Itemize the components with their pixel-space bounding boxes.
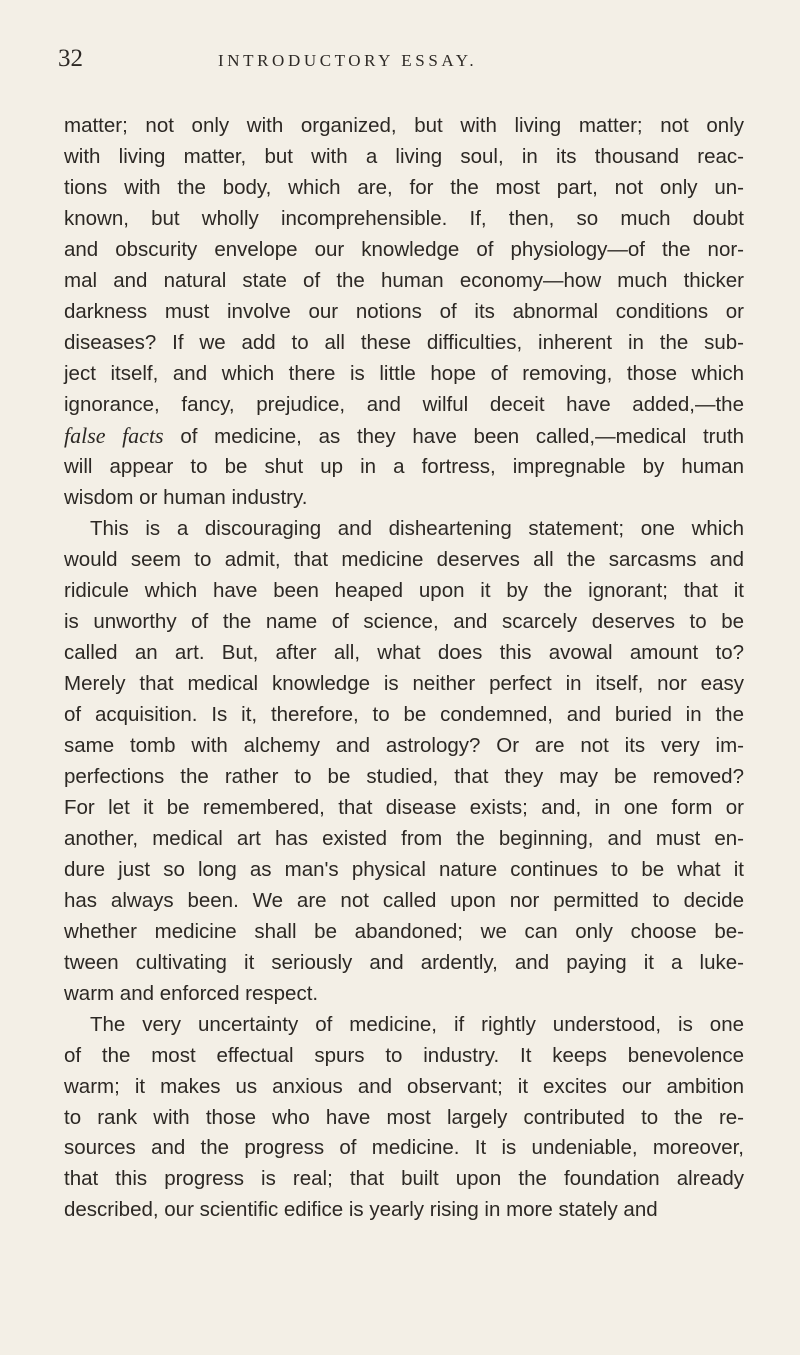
text-line: that this progress is real; that built upon the foundation already xyxy=(64,1167,744,1191)
text-line: of the most effectual spurs to industry. It keeps benevolence xyxy=(64,1043,744,1067)
text-line: has always been. We are not called upon nor permitted to decide xyxy=(64,888,744,912)
running-head: INTRODUCTORY ESSAY. xyxy=(218,51,478,70)
text-line xyxy=(64,421,744,453)
text-line: warm; it makes us anxious and observant; it excites our ambition xyxy=(64,1074,744,1098)
text-line: dure just so long as man's physical nature continues to be what it xyxy=(64,857,744,881)
paragraph xyxy=(64,1010,744,1227)
text-line: darkness must involve our notions of its abnormal conditions or xyxy=(64,299,744,323)
text-line: whether medicine shall be abandoned; we can only choose be- xyxy=(64,919,744,943)
text-line: wisdom or human industry. xyxy=(64,486,308,510)
text-line: is unworthy of the name of science, and scarcely deserves to be xyxy=(64,610,744,634)
body-text xyxy=(64,111,744,1226)
text-line: described, our scientific edifice is yearly rising in more stately and xyxy=(64,1198,658,1222)
text-line: will appear to be shut up in a fortress, impregnable by human xyxy=(64,455,744,479)
text-line: called an art. But, after all, what does this avowal amount to? xyxy=(64,641,744,665)
text-line: Merely that medical knowledge is neither perfect in itself, nor easy xyxy=(64,672,744,696)
paragraph xyxy=(64,111,744,514)
italic-phrase: false facts xyxy=(64,422,164,448)
text-line: diseases? If we add to all these difficulties, inherent in the sub- xyxy=(64,330,744,354)
text-line: For let it be remembered, that disease exists; and, in one form or xyxy=(64,795,744,819)
text-line: to rank with those who have most largely contributed to the re- xyxy=(64,1105,744,1129)
text-line: warm and enforced respect. xyxy=(64,981,319,1005)
text-line: known, but wholly incomprehensible. If, then, so much doubt xyxy=(64,206,744,230)
text-line: ridicule which have been heaped upon it by the ignorant; that it xyxy=(64,579,744,603)
text-line: same tomb with alchemy and astrology? Or are not its very im- xyxy=(64,734,744,758)
text-line: mal and natural state of the human economy—how much thicker xyxy=(64,268,744,292)
text-line: would seem to admit, that medicine deserves all the sarcasms and xyxy=(64,548,744,572)
text-line: tions with the body, which are, for the most part, not only un- xyxy=(64,175,744,199)
page-header xyxy=(58,44,758,80)
paragraph xyxy=(64,514,744,1009)
text-line: another, medical art has existed from the beginning, and must en- xyxy=(64,826,744,850)
text-line: of acquisition. Is it, therefore, to be condemned, and buried in the xyxy=(64,703,744,727)
text-line: and obscurity envelope our knowledge of physiology—of the nor- xyxy=(64,237,744,261)
text-line: tween cultivating it seriously and ardently, and paying it a luke- xyxy=(64,950,744,974)
page-number: 32 xyxy=(58,45,83,72)
text-line: ignorance, fancy, prejudice, and wilful deceit have added,—the xyxy=(64,392,744,416)
text-line: with living matter, but with a living soul, in its thousand reac- xyxy=(64,144,744,168)
text-line: matter; not only with organized, but with living matter; not only xyxy=(64,114,744,137)
text-segment: of medicine, as they have been called,—medical truth xyxy=(163,424,744,448)
text-line: sources and the progress of medicine. It is undeniable, moreover, xyxy=(64,1136,744,1160)
text-line: ject itself, and which there is little hope of removing, those which xyxy=(64,361,744,385)
text-line: This is a discouraging and disheartening statement; one which xyxy=(90,517,744,541)
text-line: perfections the rather to be studied, that they may be removed? xyxy=(64,765,744,789)
text-line: The very uncertainty of medicine, if rightly understood, is one xyxy=(90,1012,744,1036)
